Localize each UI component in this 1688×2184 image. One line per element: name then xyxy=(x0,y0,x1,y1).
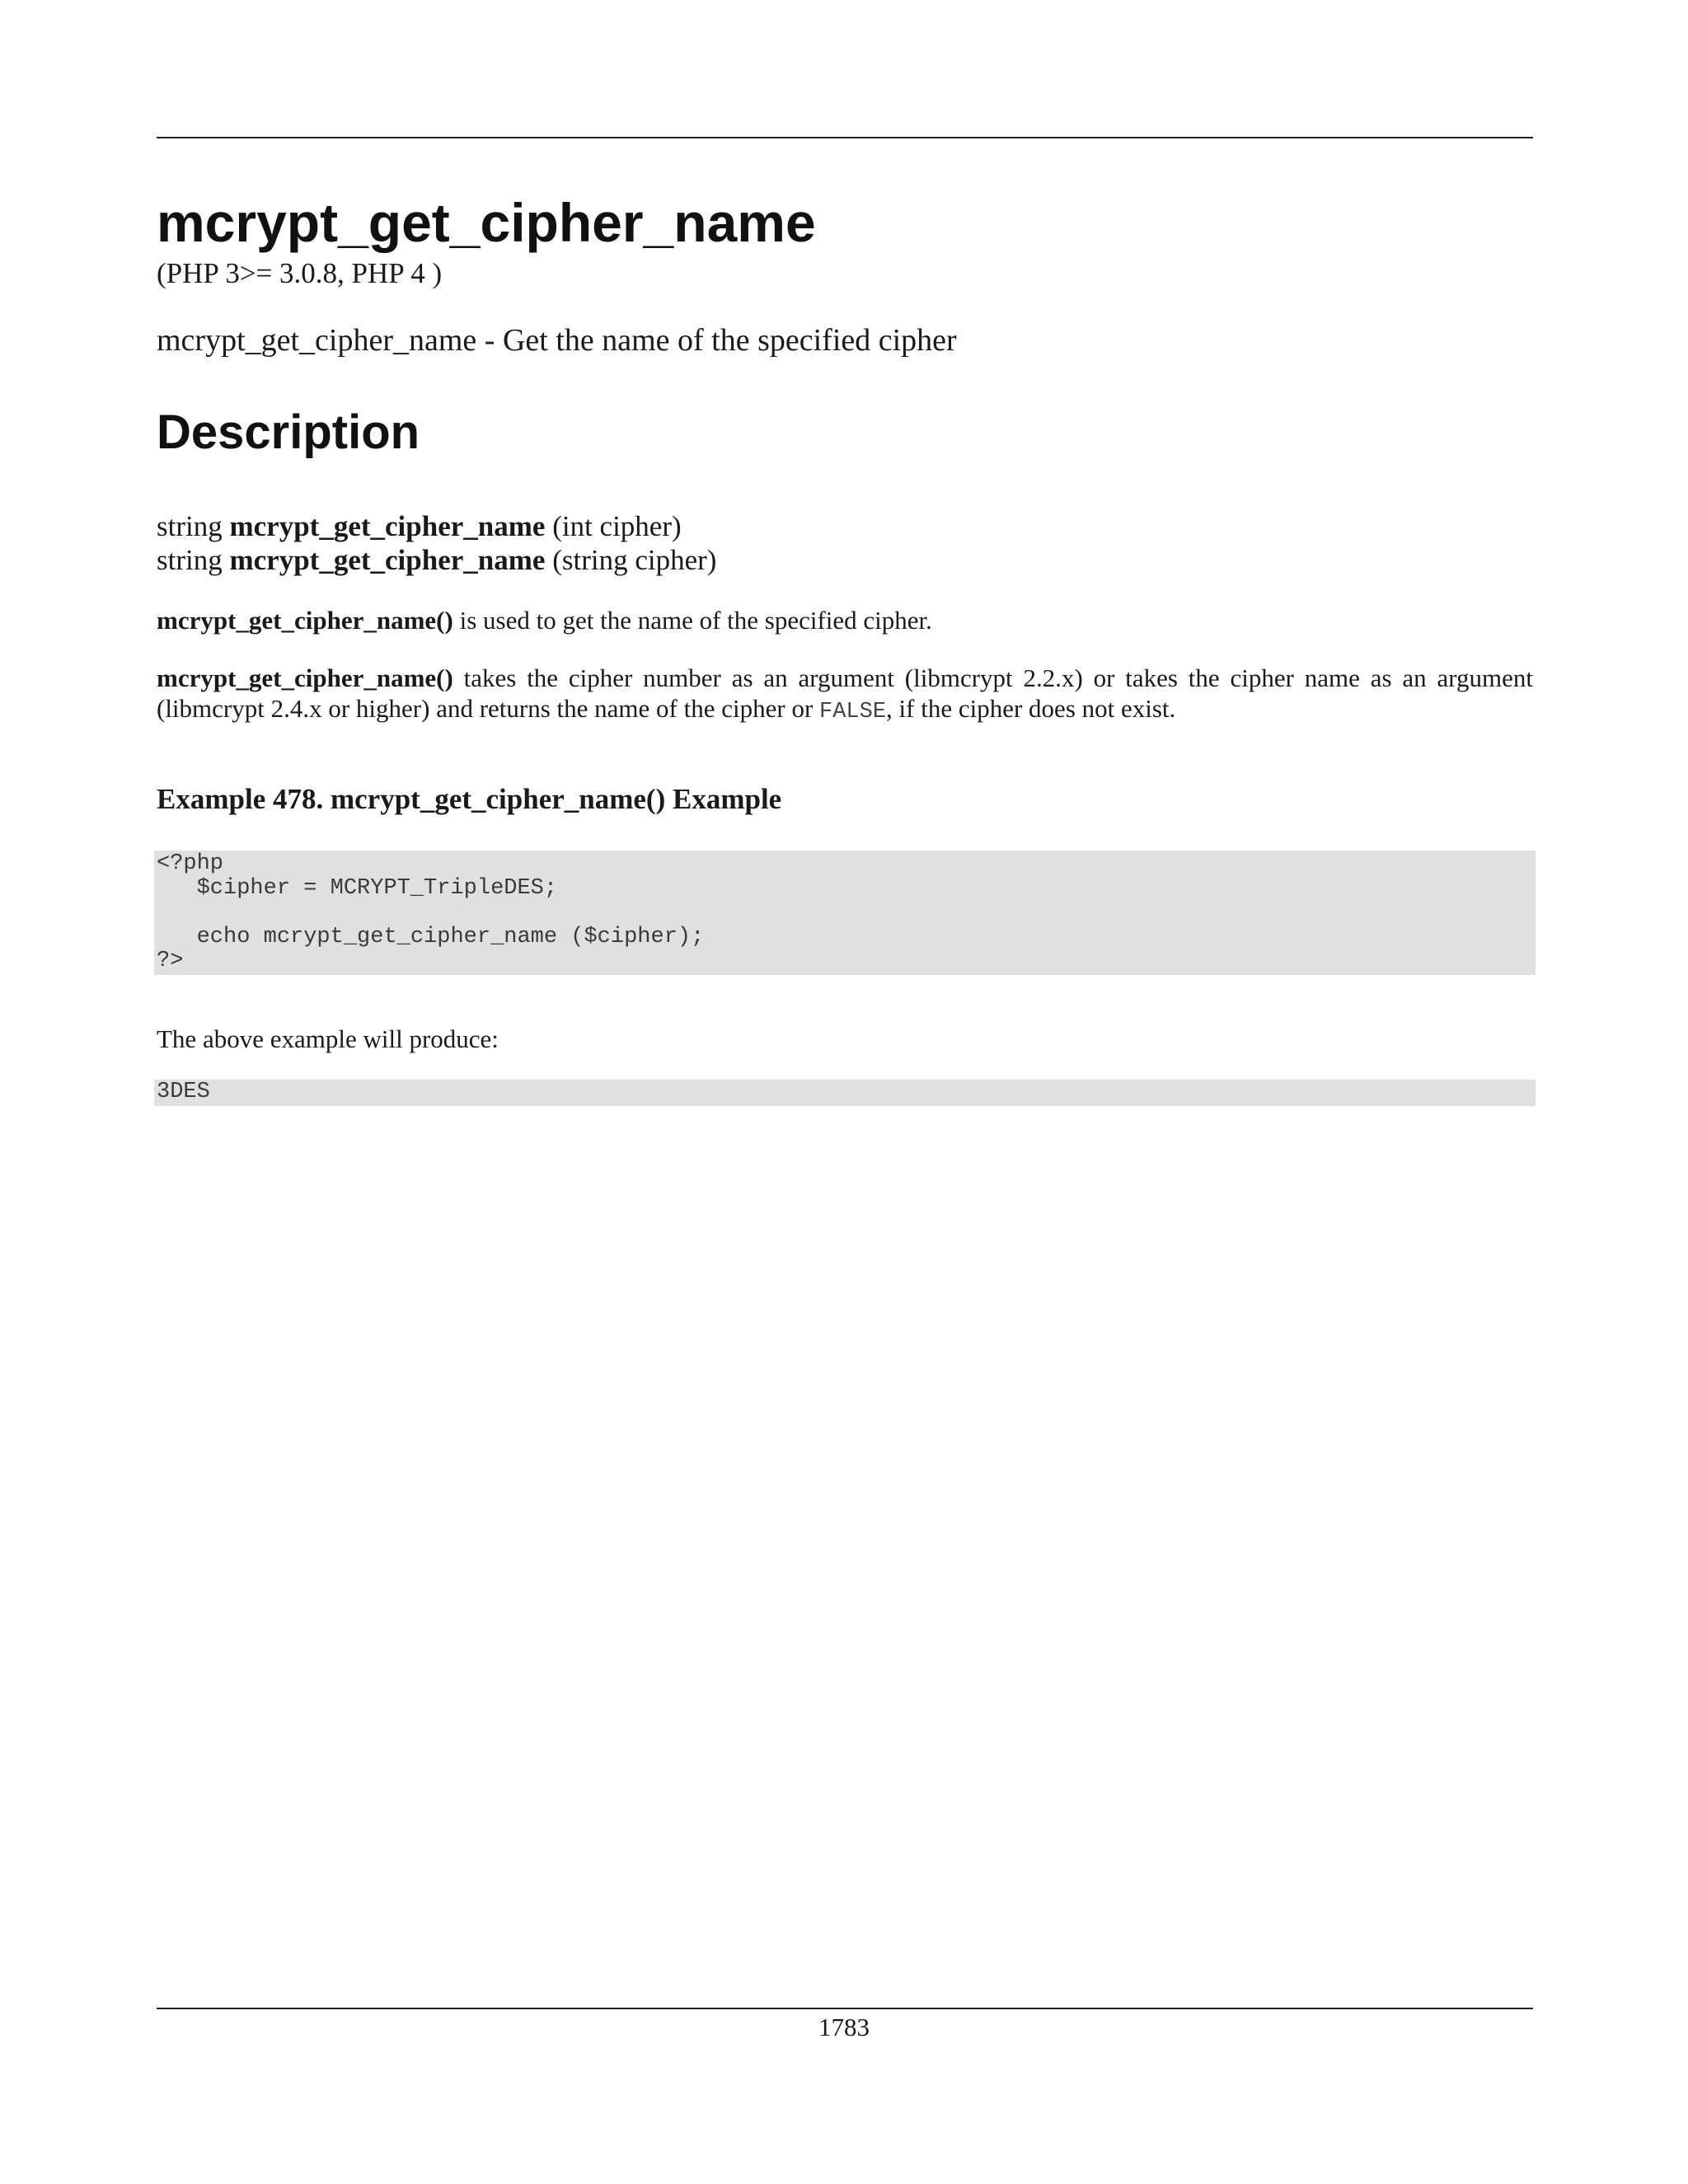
function-synopsis xyxy=(157,509,716,577)
header-rule xyxy=(157,137,1533,138)
description-heading: Description xyxy=(157,405,420,459)
function-name: mcrypt_get_cipher_name xyxy=(229,510,546,542)
paragraph-text: takes the cipher number as an argument (libmcrypt 2.2.x) or takes the cipher name as an argument (libmcrypt 2.4.x or higher) and returns the name of the cipher or xyxy=(157,663,1533,723)
version-info: (PHP 3>= 3.0.8, PHP 4 ) xyxy=(157,257,443,289)
entry-title: mcrypt_get_cipher_name xyxy=(157,192,816,253)
paragraph-text: , if the cipher does not exist. xyxy=(886,694,1176,723)
output-intro: The above example will produce: xyxy=(157,1024,499,1053)
footer-rule xyxy=(157,2008,1533,2009)
example-title: Example 478. mcrypt_get_cipher_name() Example xyxy=(157,783,782,815)
function-ref: mcrypt_get_cipher_name() xyxy=(157,606,453,635)
page-number: 1783 xyxy=(818,2013,870,2041)
description-paragraph xyxy=(157,663,1533,728)
synopsis-line xyxy=(157,543,716,577)
return-type: string xyxy=(157,510,223,542)
description-paragraph xyxy=(157,605,1533,635)
return-type: string xyxy=(157,544,223,576)
code-example: <?php $cipher = MCRYPT_TripleDES; echo mcrypt_get_cipher_name ($cipher); ?> xyxy=(154,851,1536,975)
refname-purpose: mcrypt_get_cipher_name - Get the name of the specified cipher xyxy=(157,323,957,358)
function-name: mcrypt_get_cipher_name xyxy=(229,544,546,576)
constant-false: FALSE xyxy=(819,700,887,724)
function-ref: mcrypt_get_cipher_name() xyxy=(157,663,453,692)
synopsis-line xyxy=(157,509,716,543)
function-params: (int cipher) xyxy=(552,510,682,542)
code-output: 3DES xyxy=(154,1080,1536,1106)
function-params: (string cipher) xyxy=(552,544,717,576)
paragraph-text: is used to get the name of the specified cipher. xyxy=(452,606,932,635)
